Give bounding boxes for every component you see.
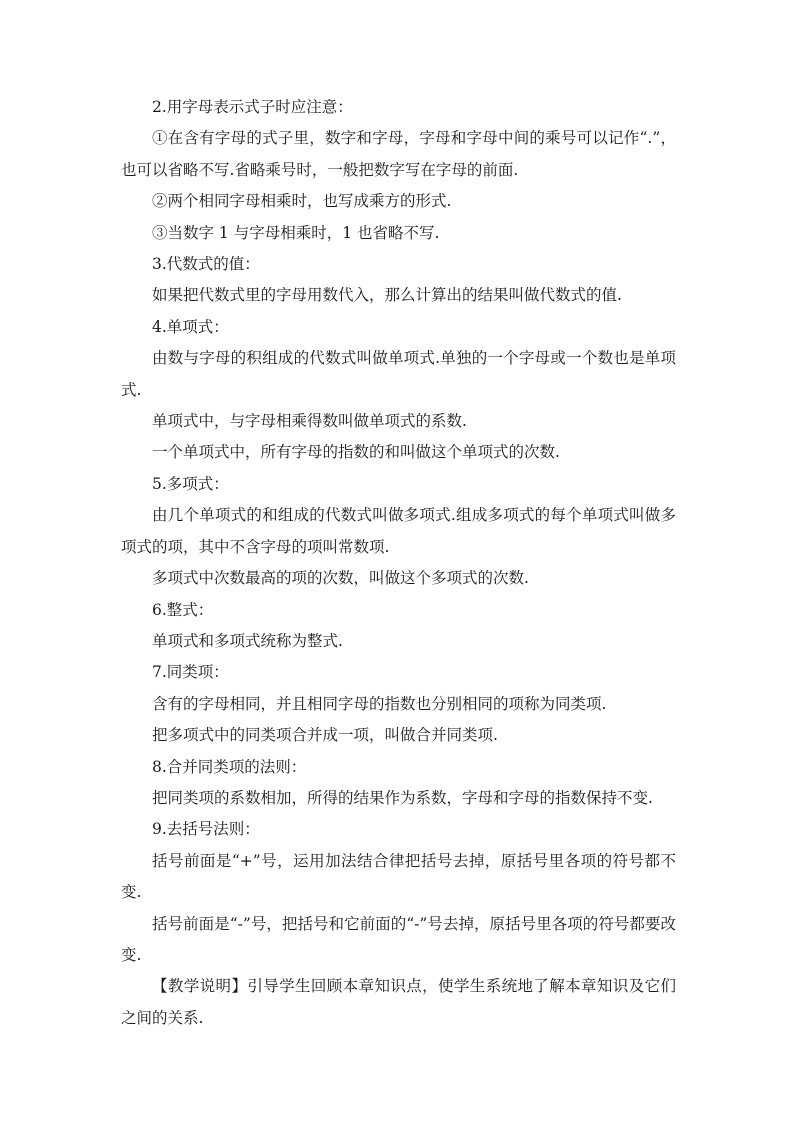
paragraph-heading-9: 9.去括号法则：	[152, 820, 260, 839]
paragraph: 一个单项式中，所有字母的指数的和叫做这个单项式的次数.	[152, 443, 560, 462]
paragraph: ①在含有字母的式子里，数字和字母，字母和字母中间的乘号可以记作“.”，也可以省略不写.省略乘号时，一般把数字写在字母的前面.	[121, 129, 676, 179]
paragraph: 把同类项的系数相加，所得的结果作为系数，字母和字母的指数保持不变.	[152, 788, 653, 807]
document-body	[121, 92, 676, 1034]
paragraph: 含有的字母相同，并且相同字母的指数也分别相同的项称为同类项.	[152, 694, 607, 713]
teaching-note: 【教学说明】引导学生回顾本章知识点，使学生系统地了解本章知识及它们之间的关系.	[121, 977, 676, 1027]
paragraph: 由几个单项式的和组成的代数式叫做多项式.组成多项式的每个单项式叫做多项式的项，其中不含字母的项叫常数项.	[121, 506, 676, 556]
paragraph-heading-2: 2.用字母表示式子时应注意：	[152, 98, 353, 116]
paragraph: ③当数字 1 与字母相乘时，1 也省略不写.	[152, 223, 440, 242]
paragraph-heading-7: 7.同类项：	[152, 663, 229, 682]
paragraph-heading-5: 5.多项式：	[152, 474, 229, 493]
paragraph: 单项式中，与字母相乘得数叫做单项式的系数.	[152, 412, 467, 431]
paragraph: 括号前面是“-”号，把括号和它前面的“-”号去掉，原括号里各项的符号都要改变.	[121, 914, 676, 964]
paragraph-heading-3: 3.代数式的值：	[152, 255, 260, 274]
paragraph: 单项式和多项式统称为整式.	[152, 631, 343, 650]
paragraph: 多项式中次数最高的项的次数，叫做这个多项式的次数.	[152, 569, 529, 588]
paragraph-heading-6: 6.整式：	[152, 600, 214, 619]
paragraph: 括号前面是“+”号，运用加法结合律把括号去掉，原括号里各项的符号都不变.	[121, 851, 676, 902]
paragraph: 把多项式中的同类项合并成一项，叫做合并同类项.	[152, 726, 498, 745]
paragraph: 由数与字母的积组成的代数式叫做单项式.单独的一个字母或一个数也是单项式.	[121, 349, 676, 399]
paragraph: 如果把代数式里的字母用数代入，那么计算出的结果叫做代数式的值.	[152, 286, 622, 305]
paragraph: ②两个相同字母相乘时，也写成乘方的形式.	[152, 192, 452, 211]
paragraph-heading-4: 4.单项式：	[152, 317, 229, 336]
paragraph-heading-8: 8.合并同类项的法则：	[152, 757, 307, 776]
